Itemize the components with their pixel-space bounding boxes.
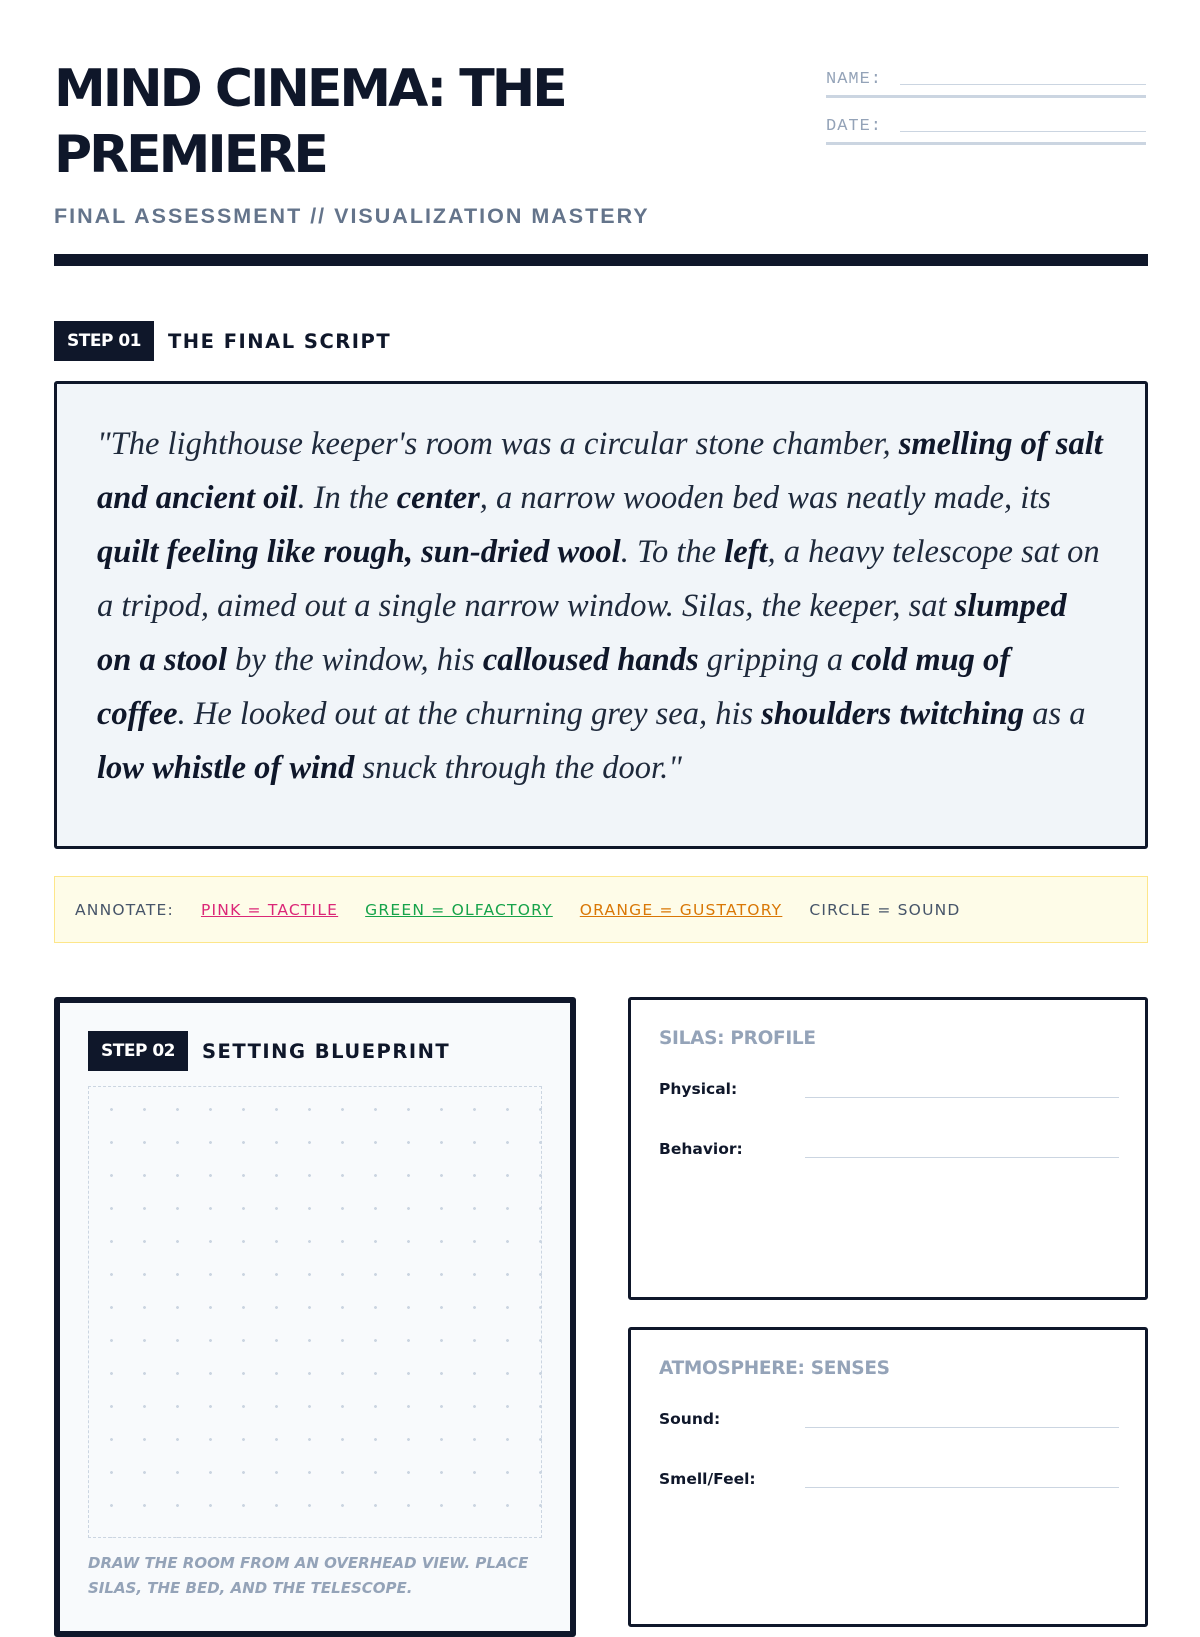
behavior-label: Behavior: <box>659 1140 743 1158</box>
name-row <box>826 56 1146 98</box>
legend-orange-gustatory: ORANGE = GUSTATORY <box>579 900 783 919</box>
date-row <box>826 103 1146 145</box>
setting-blueprint-panel <box>54 997 576 1637</box>
script-segment: by the window, his <box>227 642 483 678</box>
smell-feel-label: Smell/Feel: <box>659 1470 756 1488</box>
script-segment: as a <box>1024 696 1086 732</box>
smell-feel-field[interactable] <box>805 1465 1119 1488</box>
script-emphasis: shoulders twitching <box>761 696 1025 732</box>
script-emphasis: low whistle of wind <box>97 750 355 786</box>
physical-row <box>659 1075 1119 1098</box>
script-segment: "The lighthouse keeper's room was a circular stone chamber, <box>97 426 899 462</box>
atmosphere-card <box>628 1327 1148 1627</box>
script-text <box>97 417 1105 795</box>
script-emphasis: quilt feeling like rough, sun-dried wool <box>97 534 621 570</box>
card-title: SILAS: PROFILE <box>659 1028 816 1049</box>
sound-row <box>659 1405 1119 1428</box>
script-emphasis: smelling of salt and ancient oil <box>97 426 1103 516</box>
annotation-legend <box>54 876 1148 943</box>
smell-feel-row <box>659 1465 1119 1488</box>
page-title: MIND CINEMA: THE PREMIERE <box>54 59 565 185</box>
step-label: SETTING BLUEPRINT <box>202 1039 451 1063</box>
script-box <box>54 381 1148 849</box>
blueprint-instructions: DRAW THE ROOM FROM AN OVERHEAD VIEW. PLACE SILAS, THE BED, AND THE TELESCOPE. <box>88 1554 529 1597</box>
header-divider <box>54 254 1148 266</box>
step-badge: STEP 02 <box>88 1031 188 1071</box>
script-segment: gripping a <box>698 642 852 678</box>
script-segment: . He looked out at the churning grey sea, his <box>177 696 762 732</box>
script-segment: . To the <box>620 534 725 570</box>
name-label: NAME: <box>826 70 883 89</box>
step-label: THE FINAL SCRIPT <box>168 329 392 353</box>
annotate-label: ANNOTATE: <box>75 900 174 919</box>
script-segment: , a heavy telescope sat on a tripod, aimed out a single narrow window. Silas, the keeper, sat <box>97 534 1100 624</box>
script-segment: . In the <box>297 480 397 516</box>
physical-field[interactable] <box>805 1075 1119 1098</box>
script-segment: snuck through the door." <box>354 750 682 786</box>
physical-label: Physical: <box>659 1080 738 1098</box>
drawing-grid[interactable] <box>88 1086 542 1538</box>
script-emphasis: center <box>396 480 480 516</box>
behavior-field[interactable] <box>805 1135 1119 1158</box>
script-emphasis: cold mug of coffee <box>97 642 1011 732</box>
legend-green-olfactory: GREEN = OLFACTORY <box>365 900 553 919</box>
script-emphasis: slumped on a stool <box>97 588 1067 678</box>
step-01-heading <box>54 321 391 361</box>
name-field[interactable] <box>900 83 1146 85</box>
step-02-heading <box>88 1031 450 1071</box>
script-segment: , a narrow wooden bed was neatly made, its <box>479 480 1051 516</box>
legend-circle-sound: CIRCLE = SOUND <box>809 900 961 919</box>
script-emphasis: calloused hands <box>482 642 699 678</box>
script-emphasis: left <box>724 534 768 570</box>
header <box>54 56 1146 229</box>
behavior-row <box>659 1135 1119 1158</box>
date-label: DATE: <box>826 117 883 136</box>
card-title: ATMOSPHERE: SENSES <box>659 1358 890 1379</box>
page-subtitle: FINAL ASSESSMENT // VISUALIZATION MASTERY <box>54 204 650 228</box>
sound-label: Sound: <box>659 1410 721 1428</box>
student-info <box>826 56 1146 150</box>
sound-field[interactable] <box>805 1405 1119 1428</box>
profile-card <box>628 997 1148 1300</box>
step-badge: STEP 01 <box>54 321 154 361</box>
legend-pink-tactile: PINK = TACTILE <box>200 900 339 919</box>
date-field[interactable] <box>900 130 1146 132</box>
